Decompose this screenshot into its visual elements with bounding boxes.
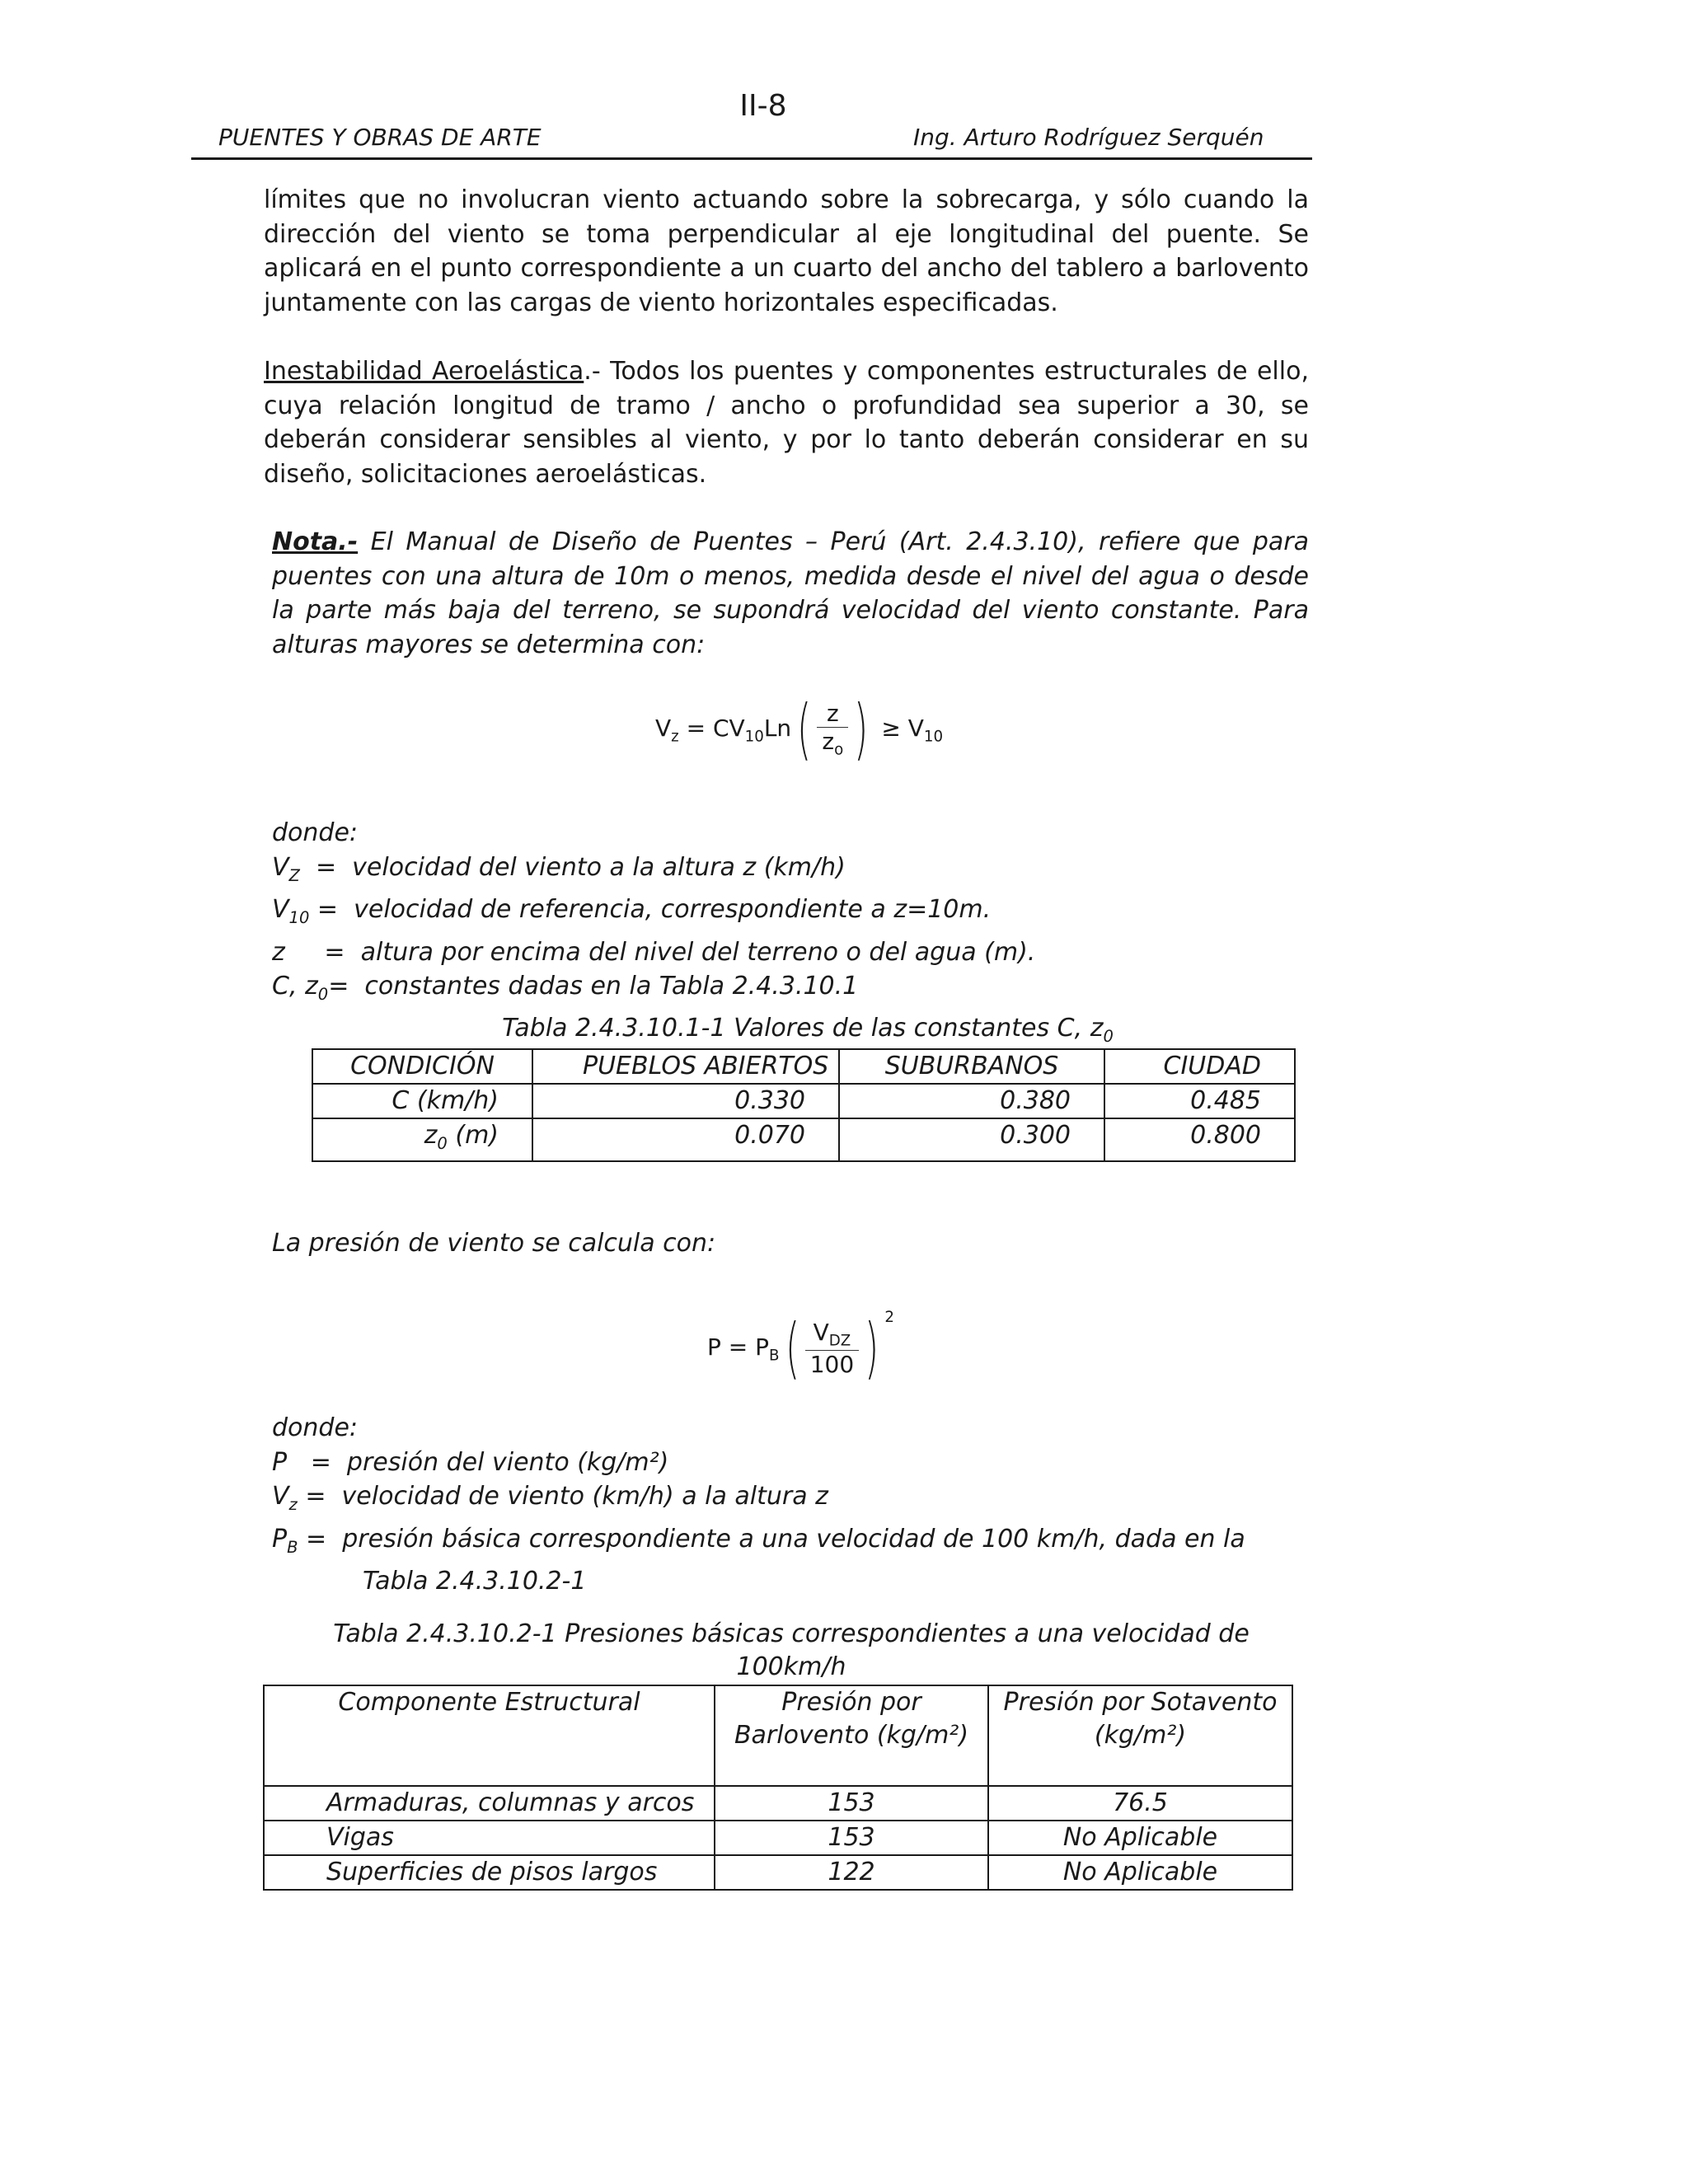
header-rule	[191, 157, 1312, 160]
table-constants	[312, 1048, 1296, 1162]
formula2-exponent: 2	[884, 1309, 894, 1326]
definition-row	[272, 1522, 1245, 1565]
def-equals: =	[299, 852, 337, 882]
table-row-label: Superficies de pisos largos	[264, 1855, 715, 1890]
formula2-num-text: V	[813, 1319, 829, 1347]
table2-caption-line1: Tabla 2.4.3.10.2-1 Presiones básicas correspondientes a una velocidad de	[333, 1619, 1250, 1648]
definitions-pressure	[272, 1411, 1245, 1599]
table-row	[264, 1821, 1292, 1855]
def-symbol: C, z	[272, 972, 318, 1001]
table-cell: 153	[715, 1786, 988, 1821]
table-cell: 0.485	[1104, 1084, 1295, 1118]
definition-row	[272, 893, 1035, 935]
table-header-cell: CIUDAD	[1104, 1049, 1295, 1084]
def-symbol-sub: B	[287, 1537, 298, 1557]
table-row-label	[312, 1118, 532, 1161]
table2-caption	[264, 1618, 1319, 1684]
table-header-cell: Presión por Barlovento (kg/m²)	[715, 1685, 988, 1786]
table-cell: No Aplicable	[988, 1855, 1292, 1890]
def-text: velocidad del viento a la altura z (km/h)	[336, 852, 846, 882]
note-paragraph	[272, 525, 1309, 662]
formula2-left-paren: (	[785, 1310, 799, 1386]
row-label-text: z	[424, 1121, 438, 1150]
page-number: II-8	[739, 89, 787, 123]
def-symbol-sub: z	[288, 1495, 298, 1514]
formula-velocity	[655, 691, 944, 767]
formula2-lhs: P = P	[707, 1333, 770, 1361]
formula1-mid: = CV	[678, 715, 745, 742]
formula2-denominator: 100	[809, 1350, 855, 1378]
formula1-left-paren: (	[797, 691, 812, 767]
note-label: Nota.-	[272, 527, 359, 556]
formula2-lhs-sub: B	[769, 1347, 780, 1365]
def-symbol: V	[272, 852, 289, 882]
definition-row	[272, 1446, 1245, 1480]
def-text: presión básica correspondiente a una velocidad de 100 km/h, dada en la	[326, 1524, 1245, 1554]
table-row	[264, 1855, 1292, 1890]
table-header-cell: Presión por Sotavento (kg/m²)	[988, 1685, 1292, 1786]
definition-row	[272, 1479, 1245, 1522]
def-text: velocidad de referencia, correspondiente a z=10m.	[338, 895, 992, 924]
formula2-num-sub: DZ	[828, 1332, 851, 1350]
formula1-mid-sub: 10	[744, 728, 764, 746]
table-cell: 122	[715, 1855, 988, 1890]
formula2-numerator	[805, 1319, 859, 1351]
header-left-title: PUENTES Y OBRAS DE ARTE	[218, 124, 542, 151]
table-row	[312, 1084, 1295, 1118]
def-equals: =	[287, 1447, 331, 1477]
definition-row	[272, 935, 1035, 970]
table-row-label: C (km/h)	[312, 1084, 532, 1118]
formula1-rhs-sub: 10	[923, 728, 944, 746]
pressure-intro: La presión de viento se calcula con:	[272, 1229, 716, 1258]
table-header-cell: CONDICIÓN	[312, 1049, 532, 1084]
formula1-ln: Ln	[763, 715, 792, 742]
formula1-den-sub: o	[834, 741, 844, 759]
table-cell: 76.5	[988, 1786, 1292, 1821]
header-author: Ing. Arturo Rodríguez Serquén	[913, 124, 1264, 151]
def-equals: =	[328, 972, 349, 1001]
table-cell: 0.800	[1104, 1118, 1295, 1161]
def-symbol: V	[272, 895, 289, 924]
paragraph-aeroelastic	[264, 354, 1309, 491]
def-text: presión del viento (kg/m²)	[331, 1447, 669, 1477]
def-text: altura por encima del nivel del terreno o del agua (m).	[345, 937, 1036, 967]
def-equals: =	[309, 895, 339, 924]
definitions-velocity	[272, 816, 1035, 1012]
table-row	[264, 1786, 1292, 1821]
formula1-fraction	[817, 700, 848, 759]
def-symbol: P	[272, 1524, 288, 1554]
formula1-lhs-sub: z	[671, 728, 679, 746]
def-text: constantes dadas en la Tabla 2.4.3.10.1	[349, 972, 859, 1001]
definitions-title: donde:	[272, 818, 359, 847]
def-equals: =	[297, 1482, 326, 1511]
table-header-cell: Componente Estructural	[264, 1685, 715, 1786]
table-cell: 0.300	[839, 1118, 1104, 1161]
def-symbol-sub: 0	[317, 985, 329, 1004]
definition-row	[272, 851, 1035, 893]
def-symbol: z	[272, 937, 285, 967]
formula1-den-text: z	[822, 728, 835, 756]
formula1-lhs: V	[655, 715, 672, 742]
formula2-right-paren: )	[865, 1310, 879, 1386]
table-cell: 0.380	[839, 1084, 1104, 1118]
formula1-rhs: ≥ V	[881, 715, 924, 742]
table-row	[312, 1118, 1295, 1161]
row-label-sub: 0	[437, 1134, 448, 1153]
table1-caption-text: Tabla 2.4.3.10.1-1 Valores de las constantes C, z	[502, 1014, 1104, 1043]
table-row-label: Vigas	[264, 1821, 715, 1855]
formula1-denominator	[817, 728, 848, 759]
row-label-suffix: (m)	[447, 1121, 499, 1150]
def-symbol: P	[272, 1447, 288, 1477]
note-body: El Manual de Diseño de Puentes – Perú (Art. 2.4.3.10), refiere que para puentes con una altura de 10m o menos, medida desde el nivel del agua o desde la parte más baja del terreno, se supondrá velocidad del viento constante. Para alturas mayores se determina con:	[272, 527, 1309, 659]
table-row-label: Armaduras, columnas y arcos	[264, 1786, 715, 1821]
table-header-row	[264, 1685, 1292, 1786]
table1-caption	[313, 1014, 1302, 1046]
definitions-title: donde:	[272, 1413, 359, 1442]
aeroelastic-body: Todos los puentes y componentes estructurales de ello, cuya relación longitud de tramo / ancho o profundidad sea superior a 30, se deberán considerar sensibles al viento, y por lo tanto deberán considerar en su diseño, solicitaciones aeroelásticas.	[264, 357, 1309, 489]
def-equals: =	[298, 1524, 327, 1554]
table-cell: 0.330	[532, 1084, 839, 1118]
formula1-right-paren: )	[854, 691, 869, 767]
def-symbol: V	[272, 1482, 289, 1511]
formula2-fraction	[805, 1319, 859, 1378]
table-cell: No Aplicable	[988, 1821, 1292, 1855]
aeroelastic-heading: Inestabilidad Aeroelástica	[264, 357, 584, 386]
def-symbol-sub: Z	[288, 865, 300, 885]
table-cell: 153	[715, 1821, 988, 1855]
table2-caption-line2: 100km/h	[736, 1652, 846, 1681]
def-equals: =	[284, 937, 345, 967]
formula1-numerator: z	[817, 700, 848, 728]
table-basic-pressures	[263, 1685, 1293, 1891]
paragraph-limits: límites que no involucran viento actuando sobre la sobrecarga, y sólo cuando la dirección del viento se toma perpendicular al eje longitudinal del puente. Se aplicará en el punto correspondiente a un cuarto del ancho del tablero a barlovento juntamente con las cargas de viento horizontales especificadas.	[264, 185, 1309, 317]
table-header-row	[312, 1049, 1295, 1084]
aeroelastic-heading-suffix: .-	[584, 357, 601, 386]
definition-row	[272, 969, 1035, 1012]
definition-continuation: Tabla 2.4.3.10.2-1	[363, 1567, 587, 1596]
formula-pressure	[707, 1309, 894, 1386]
table-header-cell: SUBURBANOS	[839, 1049, 1104, 1084]
table-header-cell: PUEBLOS ABIERTOS	[532, 1049, 839, 1084]
def-text: velocidad de viento (km/h) a la altura z	[326, 1482, 828, 1511]
table1-caption-sub: 0	[1103, 1027, 1114, 1046]
table-cell: 0.070	[532, 1118, 839, 1161]
def-symbol-sub: 10	[288, 908, 310, 927]
